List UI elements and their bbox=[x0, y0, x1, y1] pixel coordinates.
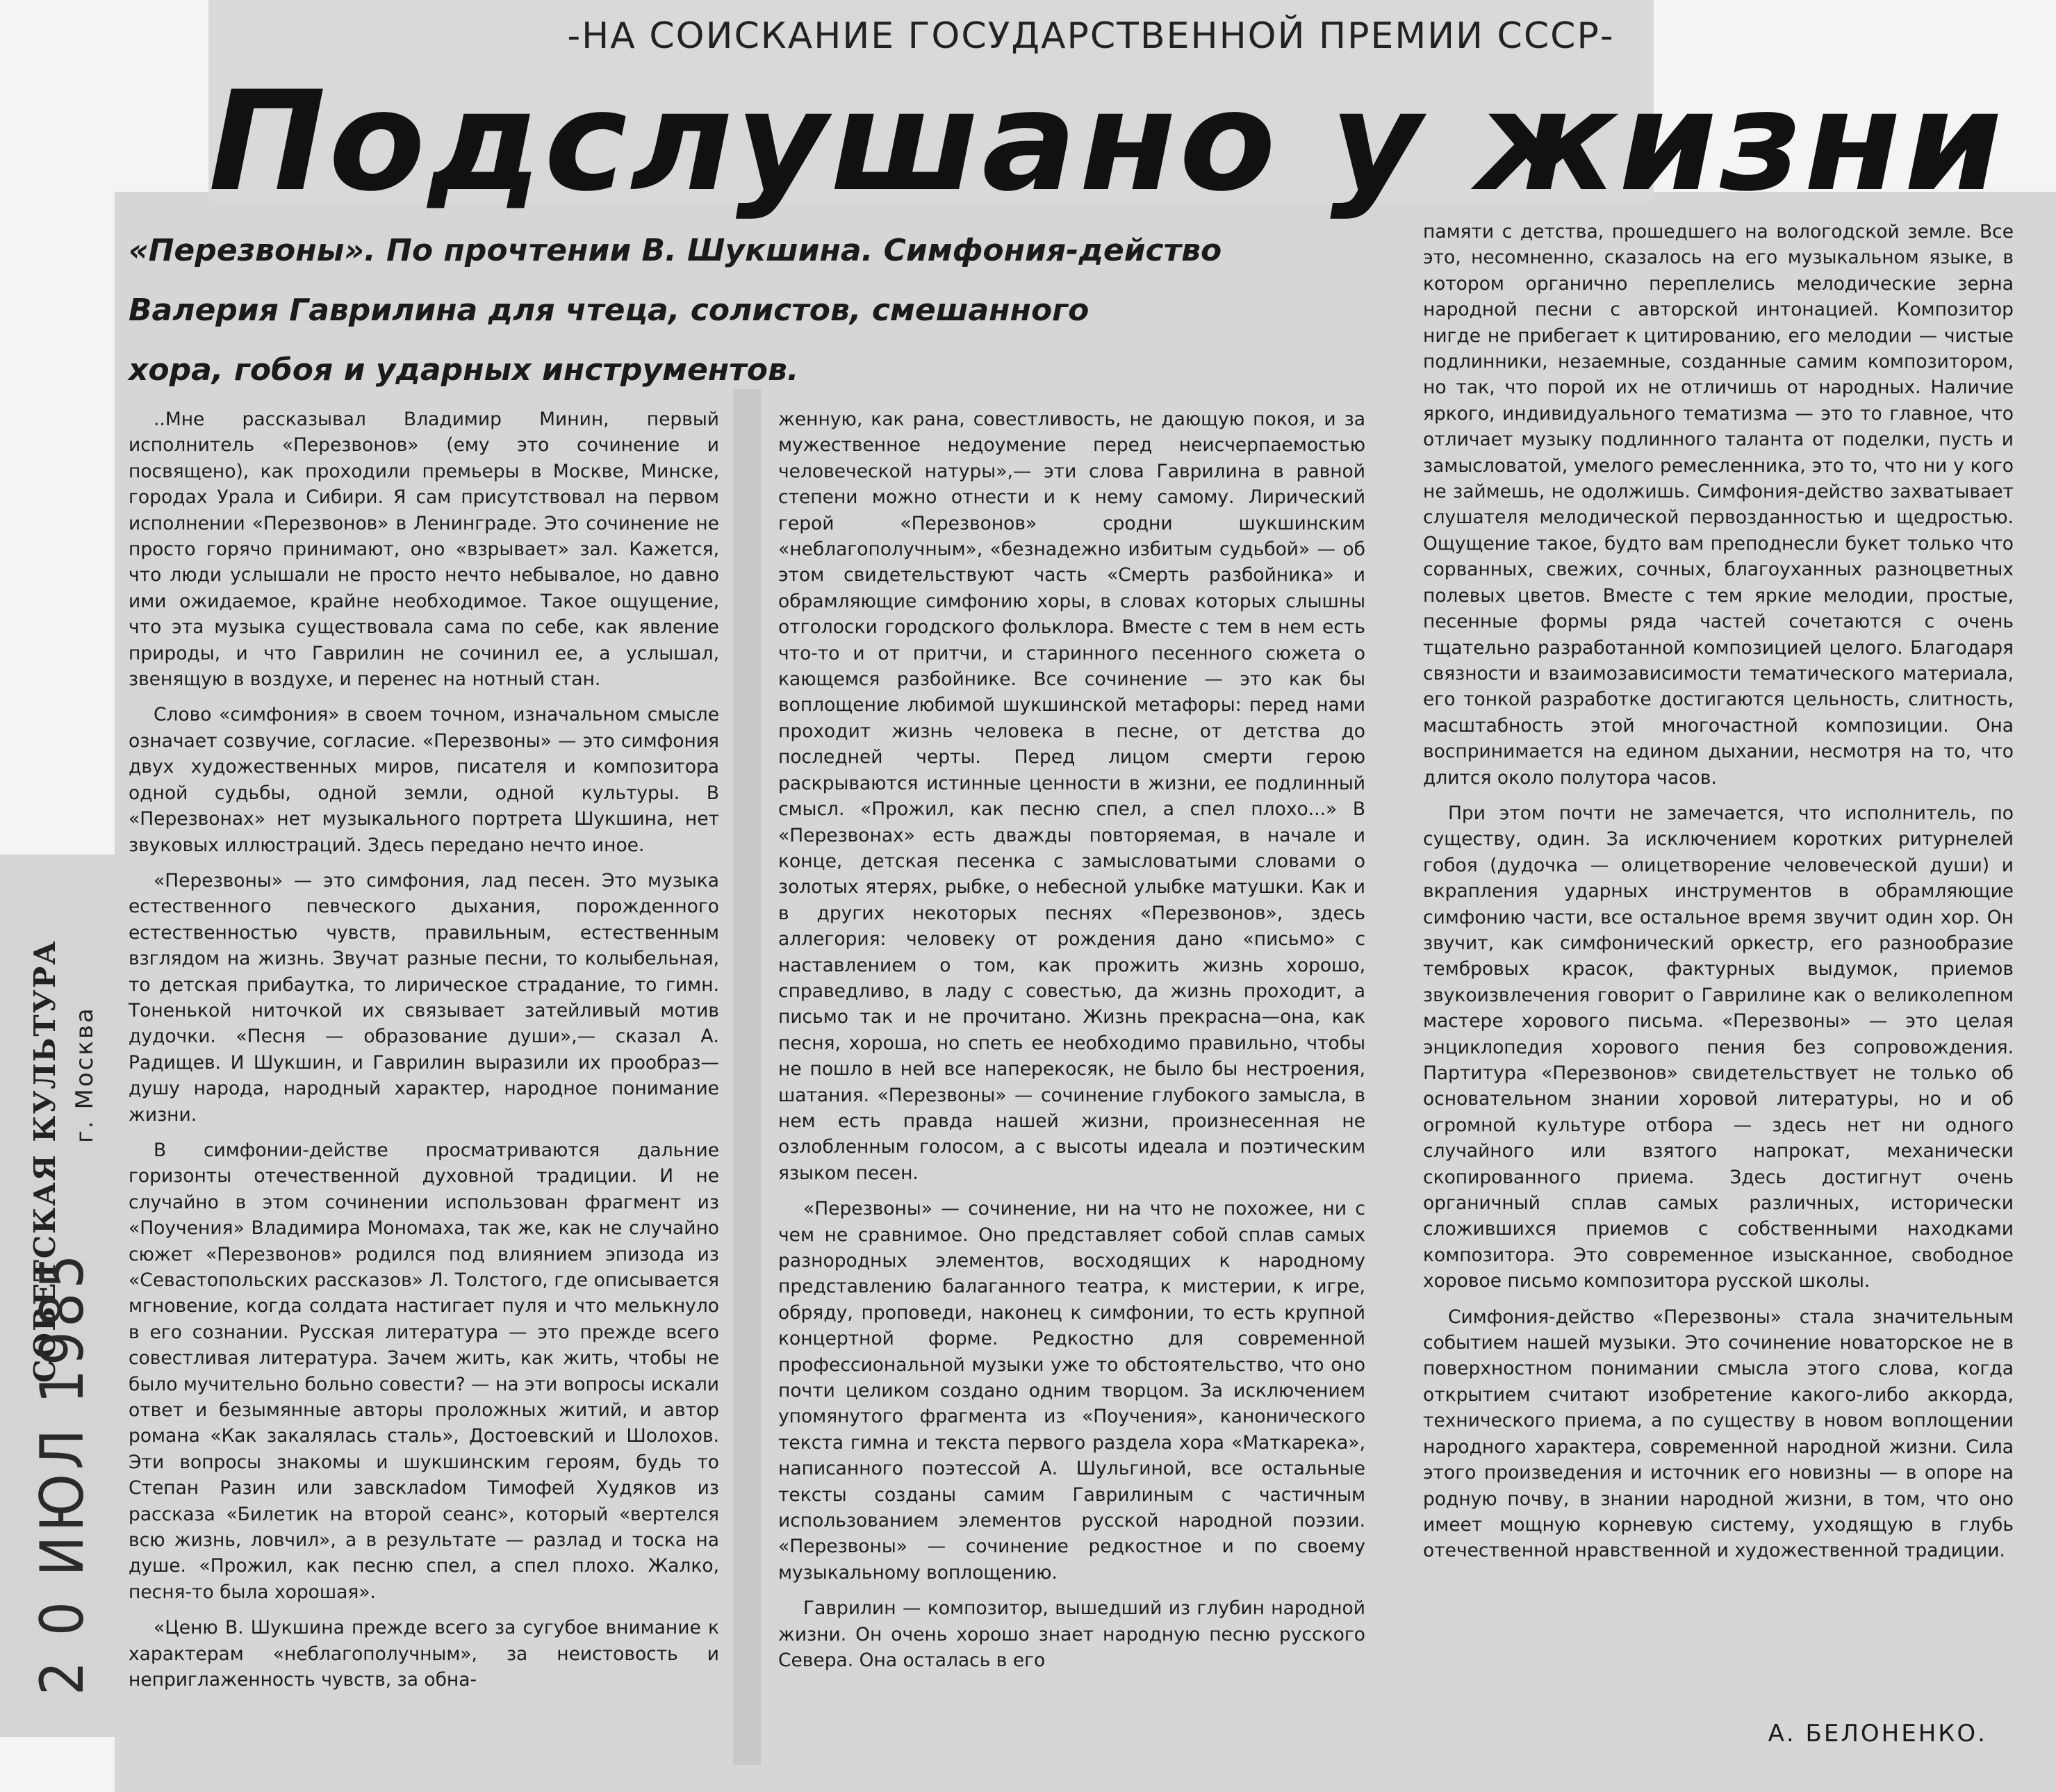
paragraph: «Перезвоны» — это симфония, лад песен. Это музыка естественного певческого дыхания, порожденного естественностью чувств, правильным, естественным взглядом на жизнь. Звучат разные песни, то колыбельная, то детская прибаутка, то лирическое страдание, то гимн. Тоненькой ниточкой их связывает затейливый мотив дудочки. «Песня — образование души»,— сказал А. Радищев. И Шукшин, и Гаврилин выразили их прообраз—душу народа, народный характер, народное понимание жизни. bbox=[129, 869, 719, 1126]
paragraph: памяти с детства, прошедшего на вологодской земле. Все это, несомненно, сказалось на его музыкальном языке, в котором органично переплелись мелодические зерна народной песни с авторской интонацией. Композитор нигде не прибегает к цитированию, его мелодии — чистые подлинники, незаемные, созданные самим композитором, но так, что порой их не отличишь от народных. Наличие яркого, индивидуального тематизма — это то главное, что отличает музыку подлинного таланта от поделки, пусть и замысловатой, умелого ремесленника, это то, что ни у кого не займешь, не одолжишь. Симфония-действо захватывает слушателя мелодической первозданностью и щедростью. Ощущение такое, будто вам преподнесли букет только что сорванных, свежих, сочных, благоуханных разноцветных полевых цветов. Вместе с тем яркие мелодии, простые, песенные формы ряда частей сочетаются с очень тщательно разработанной композицией целого. Благодаря связности и взаимозависимости тематического материала, его тонкой разработке достигаются цельность, слитность, масштабность этой многочастной композиции. Она воспринимается на едином дыхании, несмотря на то, что длится около полутора часов. bbox=[1423, 221, 2014, 789]
subtitle-line-1: «Перезвоны». По прочтении В. Шукшина. Симфония-действо bbox=[129, 233, 1222, 268]
article-column-2 bbox=[778, 406, 1365, 1684]
subtitle-line-2: Валерия Гаврилина для чтеца, солистов, смешанного bbox=[129, 293, 1089, 328]
article-headline: Подслушано у жизни bbox=[208, 61, 2005, 222]
article-column-3 bbox=[1423, 219, 2014, 1574]
paragraph: «Перезвоны» — сочинение, ни на что не похожее, ни с чем не сравнимое. Оно представляет собой сплав самых разнородных элементов, восходящих к народному представлению балаганного театра, к мистерии, к игре, обряду, проповеди, наконец к симфонии, то есть крупной концертной форме. Редкостно для современной профессиональной музыки уже то обстоятельство, что оно почти целиком создано одним творцом. За исключением упомянутого фрагмента из «Поучения», канонического текста гимна и текста первого раздела хора «Маткарека», написанного поэтессой А. Шульгиной, все остальные тексты созданы самим Гаврилиным с частичным использованием элементов русской народной поэзии. «Перезвоны» — сочинение редкостное и по своему музыкальному воплощению. bbox=[778, 1198, 1365, 1584]
article-subtitle bbox=[129, 221, 1393, 400]
paragraph: «Ценю В. Шукшина прежде всего за сугубое внимание к характерам «неблагополучным», за неистовость и неприглаженность чувств, за обна- bbox=[129, 1617, 719, 1691]
paragraph: При этом почти не замечается, что исполнитель, по существу, один. За исключением коротких ритурнелей гобоя (дудочка — олицетворение человеческой души) и вкрапления ударных инструментов в обрамляющие симфонию части, все остальное время звучит один хор. Он звучит, как симфонический оркестр, его разнообразие тембровых красок, фактурных выдумок, приемов звукоизвлечения говорит о Гаврилине как о великолепном мастере хорового письма. «Перезвоны» — это целая энциклопедия хорового пения без сопровождения. Партитура «Перезвонов» свидетельствует не только об основательном знании хоровой литературы, но и об огромной культуре отбора — здесь нет ни одного случайного или взятого напрокат, механически скопированного приема. Здесь достигнут очень органичный сплав самых различных, исторически сложившихся приемов с собственными находками композитора. Это современное изысканное, свободное хоровое письмо композитора русской школы. bbox=[1423, 802, 2014, 1292]
paragraph: В симфонии-действе просматриваются дальние горизонты отечественной духовной традиции. И не случайно в этом сочинении использован фрагмент из «Поучения» Владимира Мономаха, так же, как не случайно сюжет «Перезвонов» родился под влиянием эпизода из «Севастопольских рассказов» Л. Толстого, где описывается мгновение, когда солдата настигает пуля и что мелькнуло в его сознании. Русская литература — это прежде всего совестливая литература. Зачем жить, как жить, чтобы не было мучительно больно совести? — на эти вопросы искали ответ и безымянные авторы проложных житий, и автор романа «Как закалялась сталь», Достоевский и Шолохов. Эти вопросы знакомы и шукшинским героям, будь то Степан Разин или завсклadом Тимофей Худяков из рассказа «Билетик на второй сеанс», который «вертелся всю жизнь, ловчил», а в результате — разлад и тоска на душе. «Прожил, как песню спел, а спел плохо. Жалко, песня-то была хорошая». bbox=[129, 1139, 719, 1603]
paragraph: Симфония-действо «Перезвоны» стала значительным событием нашей музыки. Это сочинение новаторское не в поверхностном понимании смысла этого слова, когда открытием считают изобретение какого-либо аккорда, технического приема, а по существу в новом воплощении народного характера, современной народной жизни. Сила этого произведения и источник его новизны — в опоре на родную почву, в знании народной жизни, в том, что оно имеет мощную корневую систему, уходящую в глубь отечественной нравственной и художественной традиции. bbox=[1423, 1306, 2014, 1562]
kicker-heading: -НА СОИСКАНИЕ ГОСУДАРСТВЕННОЙ ПРЕМИИ СССР- bbox=[567, 15, 1615, 57]
paragraph: Слово «симфония» в своем точном, изначальном смысле означает созвучие, согласие. «Перезвоны» — это симфония двух художественных миров, писателя и композитора одной судьбы, одной земли, одной культуры. В «Перезвонах» нет музыкального портрета Шукшина, нет звуковых иллюстраций. Здесь передано нечто иное. bbox=[129, 704, 719, 856]
paragraph: женную, как рана, совестливость, не дающую покоя, и за мужественное недоумение перед неисчерпаемостью человеческой натуры»,— эти слова Гаврилина в равной степени можно отнести и к нему самому. Лирический герой «Перезвонов» сродни шукшинским «неблагополучным», «безнадежно избитым судьбой» — об этом свидетельствуют часть «Смерть разбойника» и обрамляющие симфонию хоры, в словах которых слышны отголоски городского фольклора. Вместе с тем в нем есть что-то и от притчи, и старинного песенного сюжета о кающемся разбойнике. Все сочинение — это как бы воплощение любимой шукшинской метафоры: перед нами проходит жизнь человека в песне, от детства до последней черты. Перед лицом смерти герою раскрываются истинные ценности в жизни, ее подлинный смысл. «Прожил, как песню спел, а спел плохо...» В «Перезвонах» есть дважды повторяемая, в начале и конце, детская песенка с замысловатыми словами о золотых ятерях, рыбке, о небесной улыбке матушки. Как и в других некоторых песнях «Перезвонов», здесь аллегория: человеку от рождения дано «письмо» с наставлением о том, как прожить жизнь хорошо, справедливо, в ладу с совестью, да жизнь проходит, а письмо так и не прочитано. Жизнь прекрасна—она, как песня, хороша, но спеть ее необходимо правильно, чтобы не пошло в ней все наперекосяк, не было бы нестроения, шатания. «Перезвоны» — сочинение глубокого замысла, в нем есть правда нашей жизни, произнесенная не озлобленным голосом, а с высоты идеала и поэтическим языком песен. bbox=[778, 409, 1365, 1184]
paragraph: Гаврилин — композитор, вышедший из глубин народной жизни. Он очень хорошо знает народную песню русского Севера. Она осталась в его bbox=[778, 1597, 1365, 1672]
paper-fold bbox=[733, 389, 761, 1765]
paragraph: ..Мне рассказывал Владимир Минин, первый исполнитель «Перезвонов» (ему это сочинение и посвящено), как проходили премьеры в Москве, Минске, городах Урала и Сибири. Я сам присутствовал на первом исполнении «Перезвонов» в Ленинграде. Это сочинение не просто горячо принимают, оно «взрывает» зал. Кажется, что люди услышали не просто нечто небывалое, но давно ими ожидаемое, крайне необходимое. Такое ощущение, что эта музыка существовала сама по себе, как явление природы, и что Гаврилин не сочинил ее, а услышал, звенящую в воздухе, и перенес на нотный стан. bbox=[129, 409, 719, 691]
newspaper-name-stamp: СОВЕТСКАЯ КУЛЬТУРА bbox=[28, 939, 62, 1383]
article-column-1 bbox=[129, 406, 719, 1703]
city-stamp: г. Москва bbox=[71, 1006, 99, 1143]
author-signature: А. БЕЛОНЕНКО. bbox=[1768, 1720, 1987, 1748]
subtitle-line-3: хора, гобоя и ударных инструментов. bbox=[129, 352, 799, 388]
date-stamp: 2 0 ИЮЛ 1985 bbox=[28, 1250, 97, 1695]
